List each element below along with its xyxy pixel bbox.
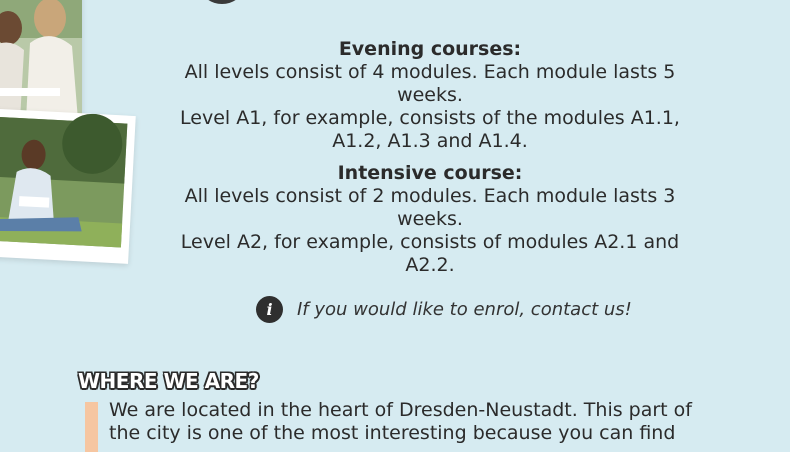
enrol-info (256, 296, 632, 323)
enrol-contact-text[interactable]: If you would like to enrol, contact us! (297, 299, 632, 320)
evening-courses-example: Level A1, for example, consists of the modules A1.1, A1.2, A1.3 and A1.4. (180, 107, 680, 152)
intensive-course-example: Level A2, for example, consists of modules A2.1 and A2.2. (180, 231, 680, 276)
evening-courses-modules: All levels consist of 4 modules. Each module lasts 5 weeks. (184, 61, 676, 106)
intensive-course-modules: All levels consist of 2 modules. Each module lasts 3 weeks. (184, 185, 676, 230)
accent-bar (85, 402, 98, 452)
evening-courses-heading: Evening courses: (338, 38, 522, 60)
where-we-are-heading: WHERE WE ARE? (78, 369, 259, 393)
student-reading-photo (0, 108, 136, 264)
intensive-course-section (170, 162, 690, 277)
intensive-course-heading: Intensive course: (337, 162, 523, 184)
students-photo-top (0, 0, 82, 120)
info-icon: i (256, 296, 283, 323)
decorative-circle (202, 0, 242, 4)
evening-courses-section (170, 38, 690, 153)
where-we-are-text: We are located in the heart of Dresden-Neustadt. This part of the city is one of the most interesting because you can find (109, 399, 692, 444)
